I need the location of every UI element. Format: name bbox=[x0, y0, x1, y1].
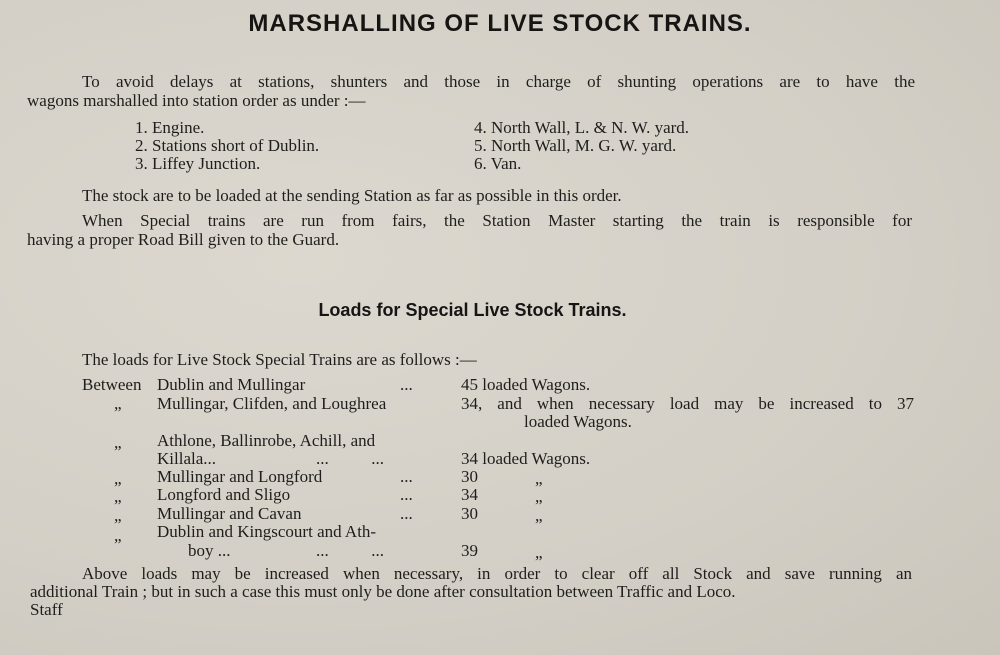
order-item-5: 5. North Wall, M. G. W. yard. bbox=[474, 136, 677, 155]
load-row-prefix: „ bbox=[114, 506, 122, 525]
order-item-4: 4. North Wall, L. & N. W. yard. bbox=[474, 118, 690, 137]
intro-line-1: To avoid delays at stations, shunters and those in charge of shunting operations are to have the bbox=[82, 72, 915, 91]
load-row-value: 30 bbox=[461, 467, 478, 486]
load-row-value-continued: loaded Wagons. bbox=[524, 412, 632, 431]
load-row-value: 34, and when necessary load may be increased to 37 bbox=[461, 394, 914, 413]
load-row-prefix: „ bbox=[114, 433, 122, 452]
load-row-route: Mullingar and Longford bbox=[157, 467, 323, 486]
load-row-route: Mullingar, Clifden, and Loughrea bbox=[157, 394, 387, 413]
load-row-value: 39 bbox=[461, 541, 478, 560]
order-item-2: 2. Stations short of Dublin. bbox=[135, 136, 320, 155]
load-row-dots: ... bbox=[400, 375, 413, 394]
load-row-dots: ... bbox=[400, 467, 413, 486]
stock-note: The stock are to be loaded at the sending Station as far as possible in this order. bbox=[82, 186, 622, 205]
closing-line-3: Staff bbox=[30, 600, 63, 619]
load-row-value: 45 loaded Wagons. bbox=[461, 375, 591, 394]
load-row-route: Athlone, Ballinrobe, Achill, and bbox=[157, 431, 376, 450]
load-row-route: Dublin and Mullingar bbox=[157, 375, 306, 394]
loads-heading: Loads for Special Live Stock Trains. bbox=[318, 300, 627, 320]
order-item-6: 6. Van. bbox=[474, 154, 522, 173]
load-row-prefix: „ bbox=[114, 487, 122, 506]
load-row-dots: ... ... bbox=[316, 541, 384, 560]
order-item-1: 1. Engine. bbox=[135, 118, 205, 137]
load-row-prefix: „ bbox=[114, 469, 122, 488]
load-row-value: 30 bbox=[461, 504, 478, 523]
load-row-ditto: „ bbox=[535, 469, 543, 488]
load-row-ditto: „ bbox=[535, 506, 543, 525]
load-row-route: Longford and Sligo bbox=[157, 485, 291, 504]
load-row-route-continued: boy ... bbox=[188, 541, 231, 560]
closing-line-1: Above loads may be increased when necessary, in order to clear off all Stock and save running an bbox=[82, 564, 912, 583]
closing-line-2: additional Train ; but in such a case this must only be done after consultation between Traffic and Loco. bbox=[30, 582, 736, 601]
load-row-dots: ... bbox=[400, 485, 413, 504]
load-row-prefix: Between bbox=[82, 375, 142, 394]
load-row-dots: ... ... bbox=[316, 449, 384, 468]
page-title: MARSHALLING OF LIVE STOCK TRAINS. bbox=[248, 10, 752, 37]
load-row-dots: ... bbox=[400, 504, 413, 523]
special-note-line-2: having a proper Road Bill given to the Guard. bbox=[27, 230, 340, 249]
special-note-line-1: When Special trains are run from fairs, the Station Master starting the train is responsible for bbox=[82, 211, 912, 230]
load-row-value: 34 loaded Wagons. bbox=[461, 449, 591, 468]
load-row-ditto: „ bbox=[535, 487, 543, 506]
load-row-route: Dublin and Kingscourt and Ath- bbox=[157, 522, 377, 541]
loads-intro: The loads for Live Stock Special Trains are as follows :— bbox=[82, 350, 477, 369]
load-row-value: 34 bbox=[461, 485, 478, 504]
load-row-route: Mullingar and Cavan bbox=[157, 504, 302, 523]
load-row-route-continued: Killala... bbox=[157, 449, 217, 468]
load-row-ditto: „ bbox=[535, 543, 543, 562]
load-row-prefix: „ bbox=[114, 394, 122, 413]
order-item-3: 3. Liffey Junction. bbox=[135, 154, 261, 173]
intro-line-2: wagons marshalled into station order as under :— bbox=[27, 91, 366, 110]
load-row-prefix: „ bbox=[114, 526, 122, 545]
